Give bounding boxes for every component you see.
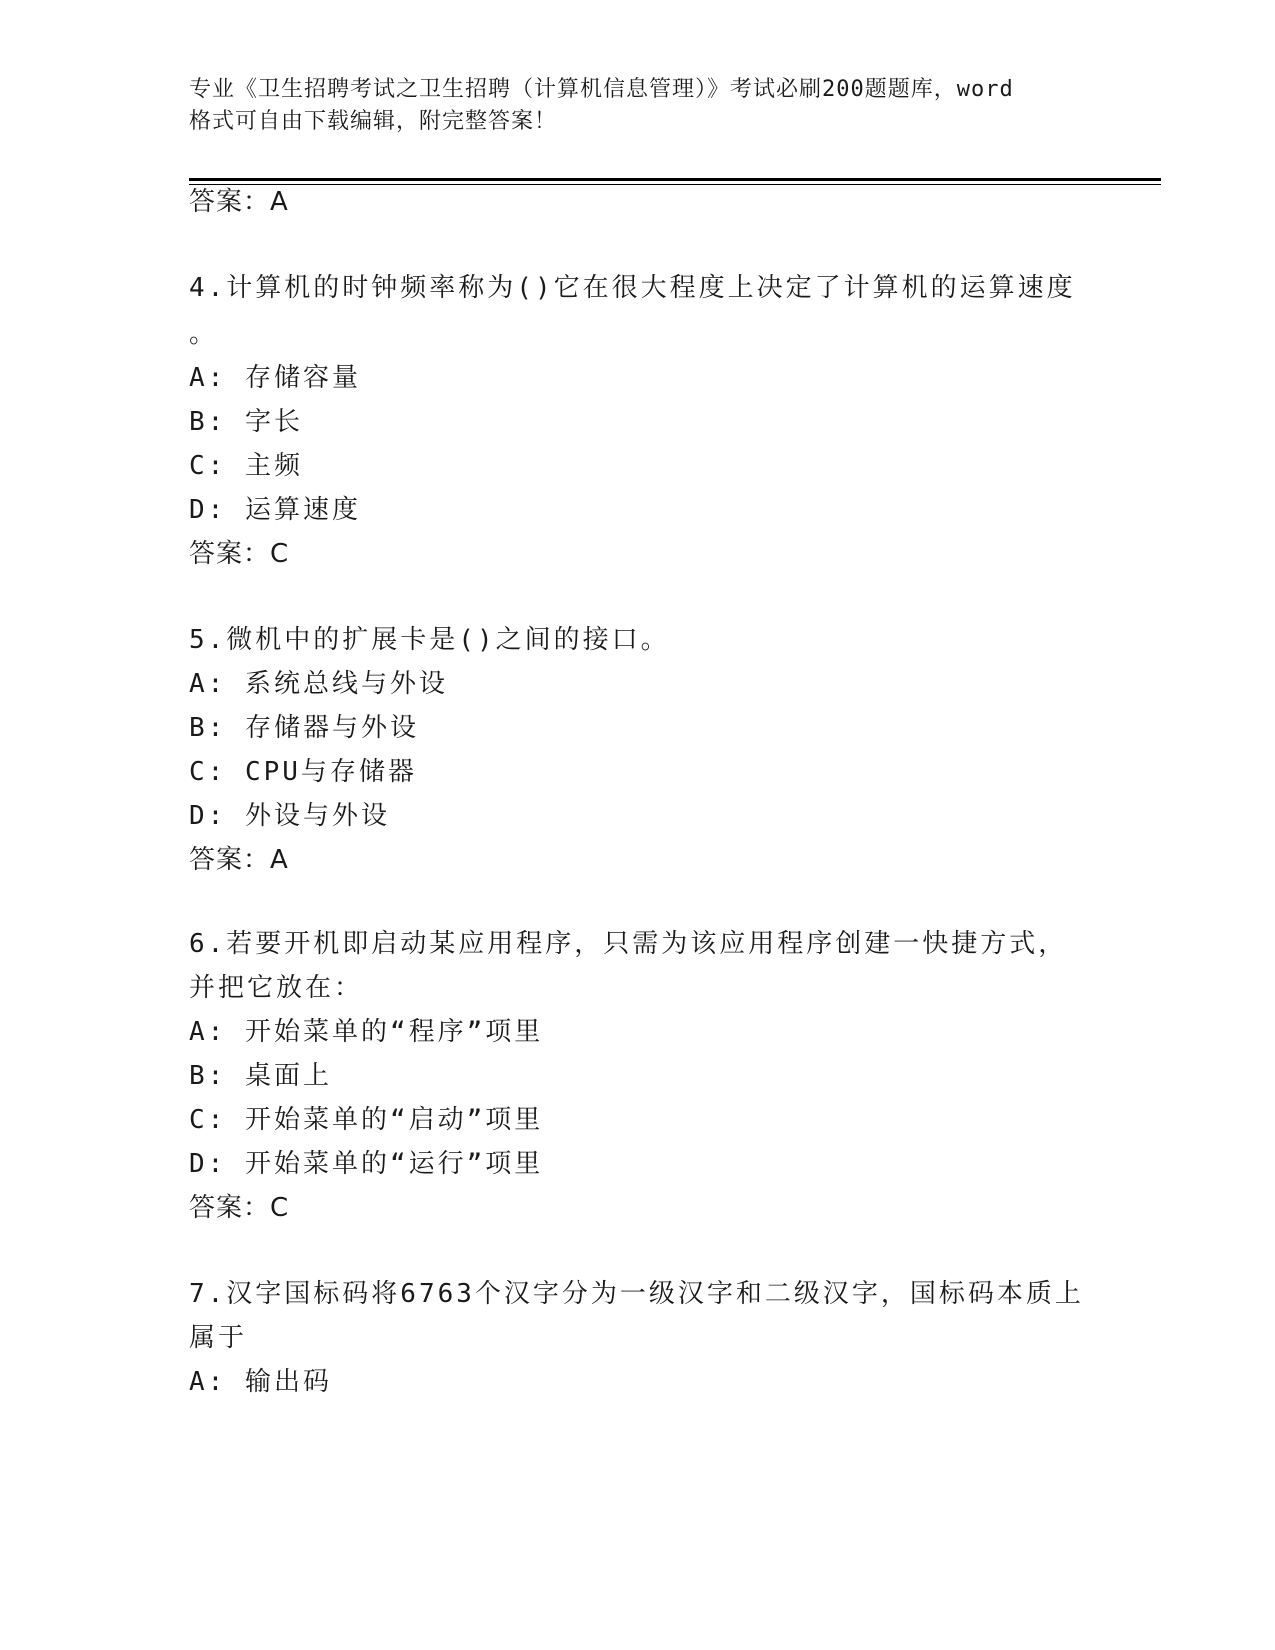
header-rule-thick bbox=[189, 178, 1161, 181]
q6-option-a: A: 开始菜单的“程序”项里 bbox=[189, 1017, 544, 1047]
q5-option-c: C: CPU与存储器 bbox=[189, 757, 417, 787]
q6-option-c: C: 开始菜单的“启动”项里 bbox=[189, 1105, 544, 1135]
q5-stem-line-1: 5.微机中的扩展卡是()之间的接口。 bbox=[189, 625, 670, 655]
q4-stem-line-2: 。 bbox=[189, 319, 219, 349]
q4-option-a: A: 存储容量 bbox=[189, 363, 361, 393]
document-header bbox=[189, 74, 1089, 138]
q7-stem-line-2: 属于 bbox=[189, 1323, 248, 1353]
q5-option-a: A: 系统总线与外设 bbox=[189, 669, 448, 699]
q4-stem-line-1: 4.计算机的时钟频率称为()它在很大程度上决定了计算机的运算速度 bbox=[189, 273, 1076, 303]
header-line-1: 专业《卫生招聘考试之卫生招聘（计算机信息管理）》考试必刷200题题库，word bbox=[189, 77, 1014, 102]
q5-answer: 答案：A bbox=[189, 845, 289, 875]
q6-stem-line-2: 并把它放在： bbox=[189, 973, 364, 1003]
q4-option-d: D: 运算速度 bbox=[189, 495, 361, 525]
q4-option-b: B: 字长 bbox=[189, 407, 303, 437]
q7-stem-line-1: 7.汉字国标码将6763个汉字分为一级汉字和二级汉字，国标码本质上 bbox=[189, 1279, 1084, 1309]
header-rule-thin bbox=[189, 184, 1161, 185]
header-line-2: 格式可自由下载编辑，附完整答案！ bbox=[189, 109, 558, 134]
q6-answer: 答案：C bbox=[189, 1193, 290, 1223]
q4-option-c: C: 主频 bbox=[189, 451, 303, 481]
q6-option-b: B: 桌面上 bbox=[189, 1061, 332, 1091]
q7-option-a: A: 输出码 bbox=[189, 1367, 332, 1397]
q5-option-b: B: 存储器与外设 bbox=[189, 713, 419, 743]
q6-stem-line-1: 6.若要开机即启动某应用程序，只需为该应用程序创建一快捷方式， bbox=[189, 929, 1068, 959]
q5-option-d: D: 外设与外设 bbox=[189, 801, 390, 831]
answer-prev: 答案：A bbox=[189, 187, 289, 217]
q6-option-d: D: 开始菜单的“运行”项里 bbox=[189, 1149, 544, 1179]
q4-answer: 答案：C bbox=[189, 539, 290, 569]
